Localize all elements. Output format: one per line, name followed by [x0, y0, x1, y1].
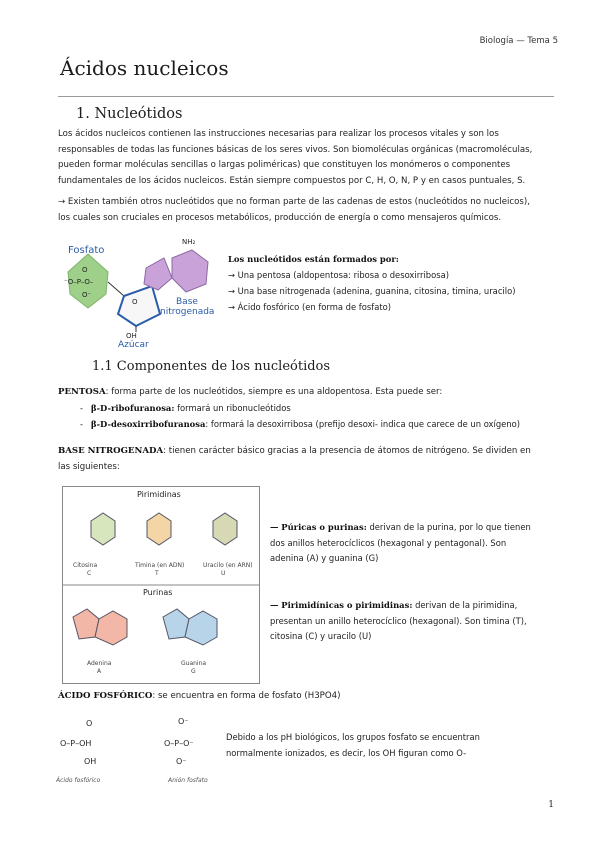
page-number: 1 [548, 800, 554, 810]
ph-note [226, 730, 526, 761]
oxygen-top: O [82, 266, 88, 274]
base-nitrogenada-text2: las siguientes: [58, 461, 120, 472]
adenine-ring-b [95, 611, 127, 645]
base-nitrogenada-text: : tienen carácter básico gracias a la presencia de átomos de nitrógeno. Se dividen en [163, 446, 531, 456]
desoxi-bold: β-D-desoxirribofuranosa [91, 419, 206, 429]
formed-by-item: → Una base nitrogenada (adenina, guanina, citosina, timina, uracilo) [228, 286, 516, 296]
guanine-ring-b [185, 611, 217, 645]
adenine-name: Adenina [87, 660, 112, 667]
thymine-ring [147, 513, 171, 545]
pentosa-item-desoxi: - β-D-desoxirribofuranosa: formará la desoxirribosa (prefijo desoxi- indica que carece de un oxígeno) [80, 419, 521, 429]
intro-line: responsables de todas las funciones básicas de los seres vivos. Son biomoléculas orgánicas (macromoléculas, [58, 144, 533, 155]
pyrimidines-title: Pirimidinas [137, 490, 181, 499]
pentosa-item-ribo: - β-D-ribofuranosa: formará un ribonucleótidos [80, 403, 291, 413]
pirimidinicas-line: citosina (C) y uracilo (U) [270, 631, 372, 641]
phosphate-label: Fosfato [68, 245, 105, 256]
title-rule [58, 96, 554, 97]
non-nucleic-paragraph [58, 195, 548, 226]
guanine-name: Guanina [181, 660, 207, 667]
bases-svg [63, 487, 259, 683]
ph-note-line: normalmente ionizados, es decir, los OH figuran como O- [226, 747, 467, 758]
page-title: Ácidos nucleicos [60, 56, 229, 80]
bond-phosphate-sugar [108, 282, 124, 296]
section-heading-nucleotidos: 1. Nucleótidos [76, 106, 183, 122]
acido-text: : se encuentra en forma de fosfato (H3PO4) [152, 691, 341, 701]
uracil-name: Uracilo (en ARN) [203, 562, 253, 569]
acido-paragraph [58, 689, 548, 705]
ribo-bold: β-D-ribofuranosa: [91, 403, 175, 413]
subsection-heading-componentes: 1.1 Componentes de los nucleótidos [92, 359, 331, 374]
adenine-letter: A [97, 668, 102, 675]
base-ring-hexagon [172, 250, 208, 292]
thymine-letter: T [155, 570, 159, 577]
puricas-bold: — Púricas o purinas: [270, 522, 367, 532]
header-subject: Biología — Tema 5 [479, 36, 558, 46]
pirimidinicas-line: derivan de la pirimidina, [412, 600, 518, 610]
uracil-ring [213, 513, 237, 545]
sugar-label: Azúcar [118, 340, 149, 350]
puricas-line: adenina (A) y guanina (G) [270, 553, 379, 563]
pentosa-paragraph [58, 385, 548, 401]
pirimidinicas-paragraph [270, 598, 555, 645]
sugar-oxygen: O [132, 298, 138, 306]
acido-label: ÁCIDO FOSFÓRICO [58, 691, 153, 701]
formed-by-title: Los nucleótidos están formados por: [228, 254, 399, 264]
anion-caption: Anión fosfato [168, 777, 208, 784]
base-nitrogenada-label: BASE NITROGENADA [58, 446, 164, 456]
acid-o-top: O [86, 719, 93, 728]
intro-paragraph [58, 127, 548, 189]
formed-by-item: → Una pentosa (aldopentosa: ribosa o desoxirribosa) [228, 270, 449, 280]
formed-by-item: → Ácido fosfórico (en forma de fosfato) [228, 302, 391, 312]
pentosa-label: PENTOSA [58, 387, 106, 397]
formed-by-list [228, 251, 515, 315]
thymine-name: Timina (en ADN) [135, 562, 185, 569]
cytosine-ring [91, 513, 115, 545]
acid-oh: OH [84, 757, 97, 766]
puricas-line: derivan de la purina, por lo que tienen [366, 522, 531, 532]
oxygen-bottom: O⁻ [82, 291, 92, 299]
anion-formula: O–P–O⁻ [164, 739, 194, 748]
base-label: Base [176, 297, 198, 307]
pirimidinicas-line: presentan un anillo heterocíclico (hexagonal). Son timina (T), [270, 615, 527, 626]
ph-note-line: Debido a los pH biológicos, los grupos fosfato se encuentran [226, 732, 480, 742]
sugar-pentagon [118, 286, 160, 326]
nitrogen-bases-figure [62, 486, 260, 684]
guanine-letter: G [191, 668, 196, 675]
oxygen-left: ⁻O–P–O– [64, 278, 94, 286]
anion-o-bottom: O⁻ [176, 757, 187, 766]
cytosine-letter: C [87, 570, 92, 577]
uracil-letter: U [221, 570, 226, 577]
para-line: los cuales son cruciales en procesos metabólicos, producción de energía o como mensajeros químicos. [58, 212, 502, 223]
base-label-2: nitrogenada [160, 307, 215, 317]
cytosine-name: Citosina [73, 562, 98, 569]
base-ring-pentagon [144, 258, 172, 290]
desoxi-text: : formará la desoxirribosa (prefijo desoxi- indica que carece de un oxígeno) [205, 419, 521, 429]
ribo-text: formará un ribonucleótidos [174, 403, 291, 413]
para-line: → Existen también otros nucleótidos que no forman parte de las cadenas de estos (nucleótidos no nucleicos), [58, 197, 530, 207]
puricas-paragraph [270, 520, 555, 567]
intro-line: fundamentales de los ácidos nucleicos. Están siempre compuestos por C, H, O, N, P y en casos puntuales, S. [58, 175, 526, 186]
pirimidinicas-bold: — Pirimidínicas o pirimidinas: [270, 600, 413, 610]
puricas-line: dos anillos heterocíclicos (hexagonal y pentagonal). Son [270, 537, 507, 548]
oh-label: OH [126, 332, 137, 340]
acid-caption: Ácido fosfórico [56, 777, 101, 784]
base-paragraph [58, 444, 548, 475]
phosphate-structures [56, 716, 216, 786]
intro-line: Los ácidos nucleicos contienen las instrucciones necesarias para realizar los procesos vitales y son los [58, 129, 499, 139]
pentosa-text: : forma parte de los nucleótidos, siempre es una aldopentosa. Esta puede ser: [105, 387, 443, 397]
acid-formula: O–P–OH [60, 739, 92, 748]
nucleotide-diagram [56, 234, 222, 350]
anion-o-top: O⁻ [178, 717, 189, 726]
purines-title: Purinas [143, 588, 173, 597]
nh2-label: NH₂ [182, 238, 196, 246]
intro-line: pueden formar moléculas sencillas o largas poliméricas) que constituyen los monómeros o componentes [58, 160, 511, 170]
